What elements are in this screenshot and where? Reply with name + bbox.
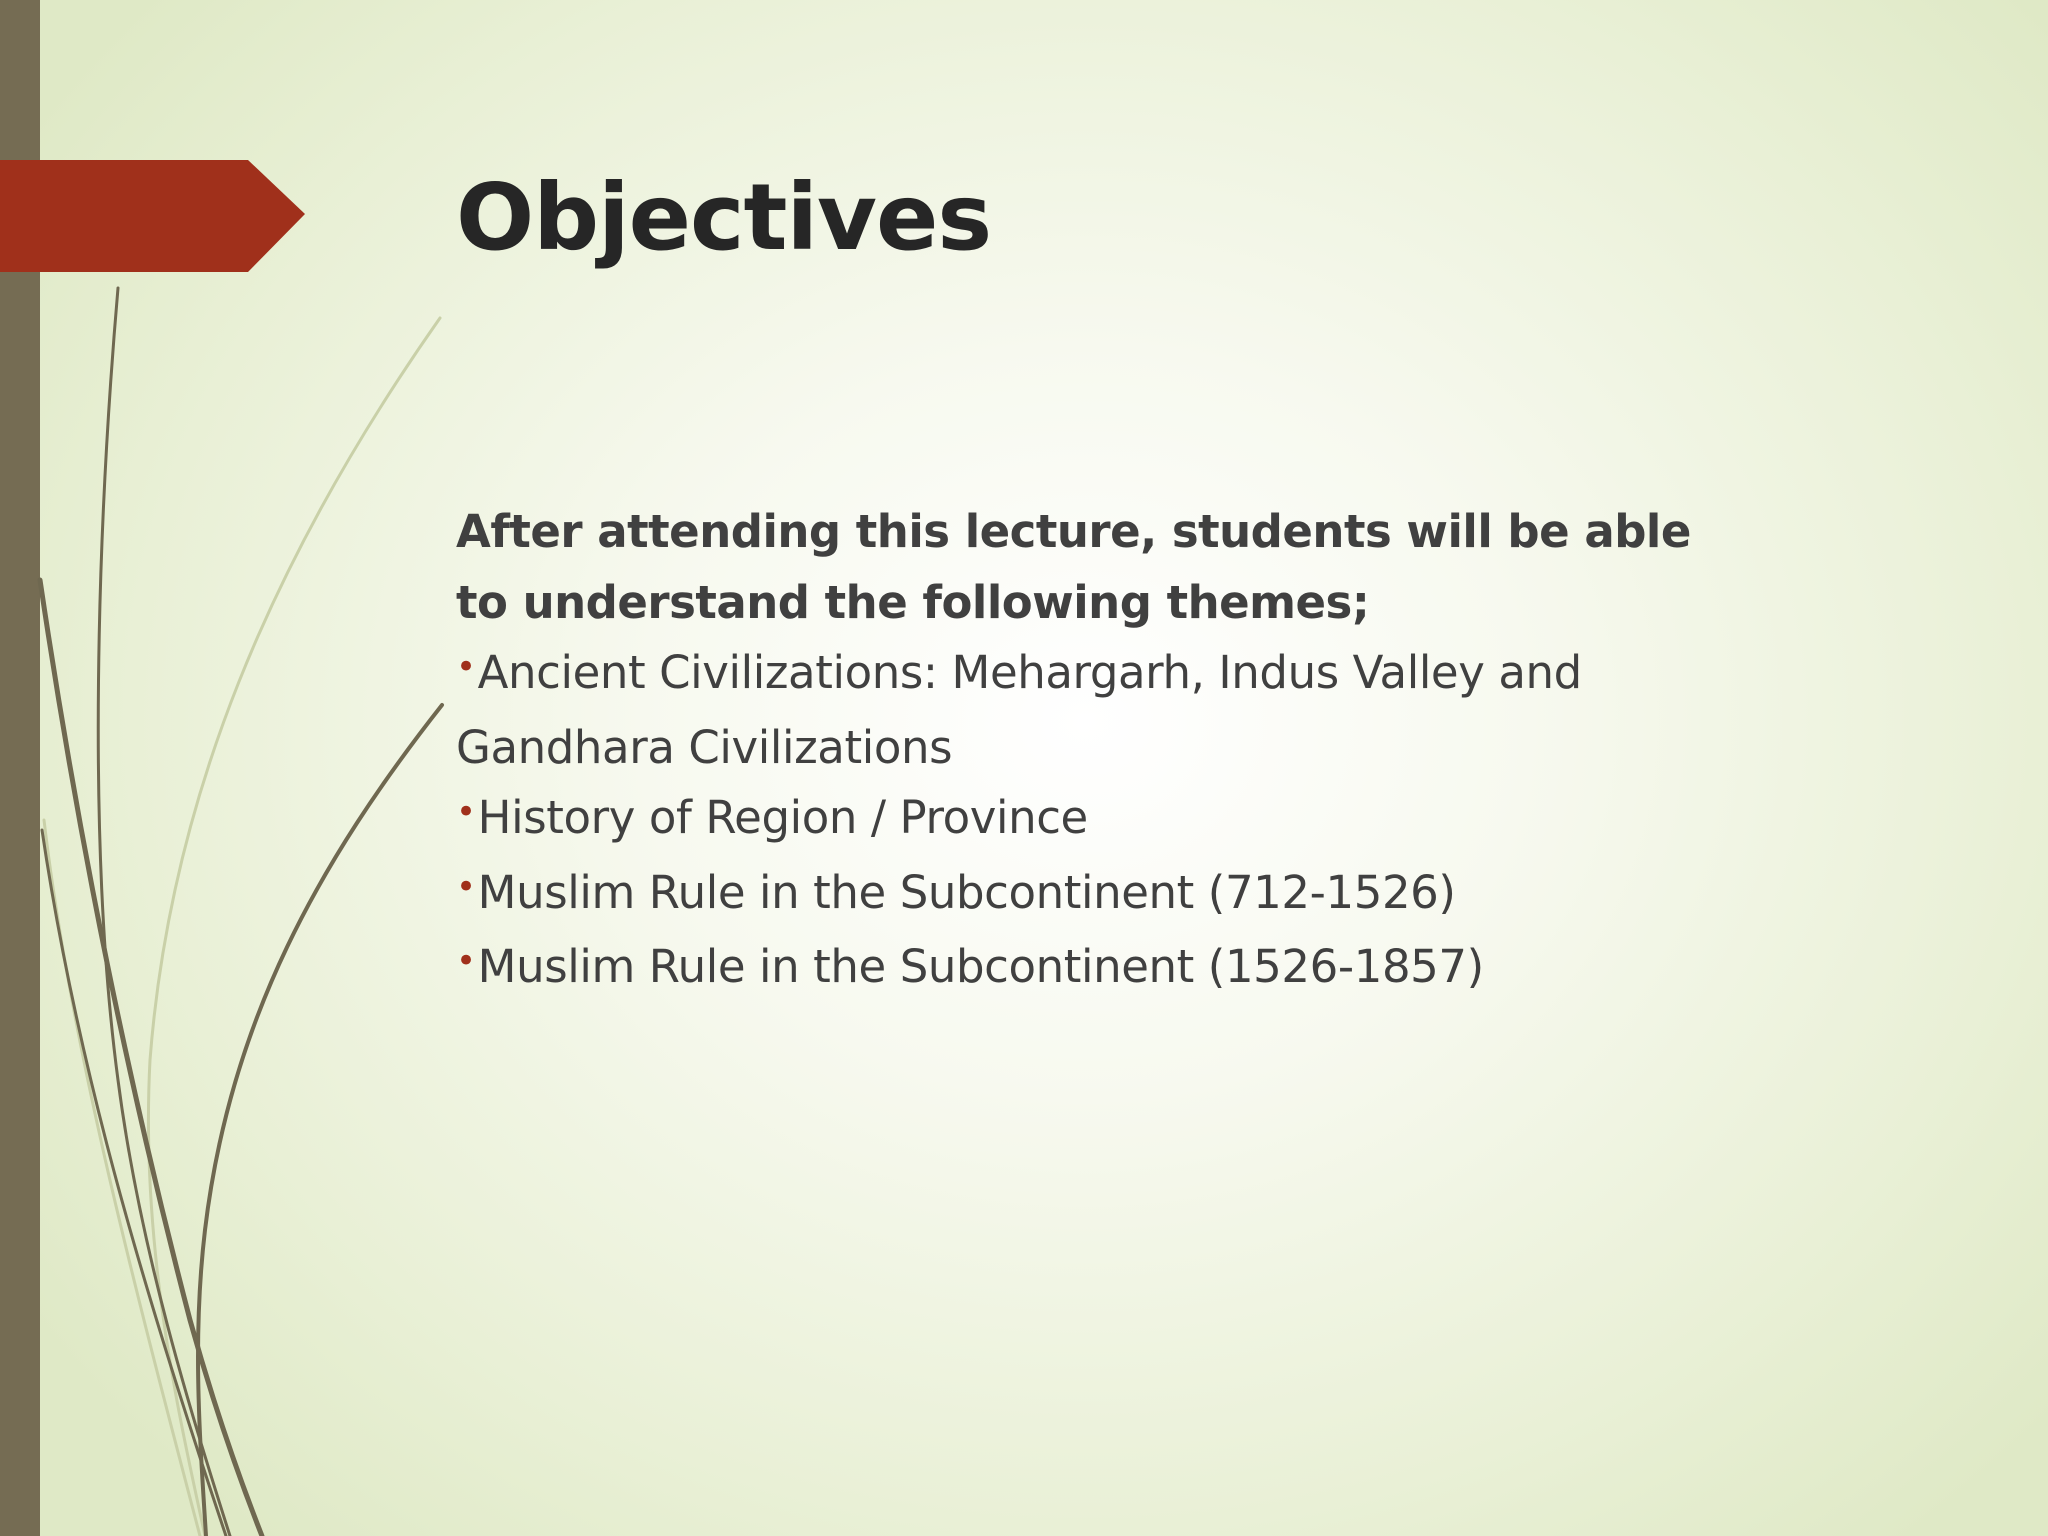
slide-title: Objectives (456, 164, 992, 271)
flag-shape (0, 160, 305, 272)
list-item (456, 858, 1756, 933)
list-item-text: Muslim Rule in the Subcontinent (712-1526) (477, 865, 1456, 919)
decor-curve-dark-2 (198, 705, 442, 1536)
objectives-list (456, 638, 1756, 1007)
bullet-dot-icon: • (456, 941, 476, 981)
bullet-dot-icon: • (456, 792, 476, 832)
list-item (456, 783, 1756, 858)
decor-curve-light-1 (148, 318, 440, 1536)
list-item-text: Ancient Civilizations: Mehargarh, Indus Valley and Gandhara Civilizations (456, 646, 1582, 774)
bullet-dot-icon: • (456, 647, 476, 687)
slide-body (456, 497, 1756, 1007)
list-item (456, 932, 1756, 1007)
bullet-dot-icon: • (456, 866, 476, 907)
list-item (456, 638, 1756, 783)
intro-text: After attending this lecture, students will be able to understand the following themes; (456, 505, 1691, 629)
title-accent-flag (0, 160, 305, 272)
decor-curve-light-2 (44, 820, 200, 1536)
list-item-text: History of Region / Province (477, 791, 1088, 844)
list-item-text: Muslim Rule in the Subcontinent (1526-1857) (477, 940, 1484, 993)
